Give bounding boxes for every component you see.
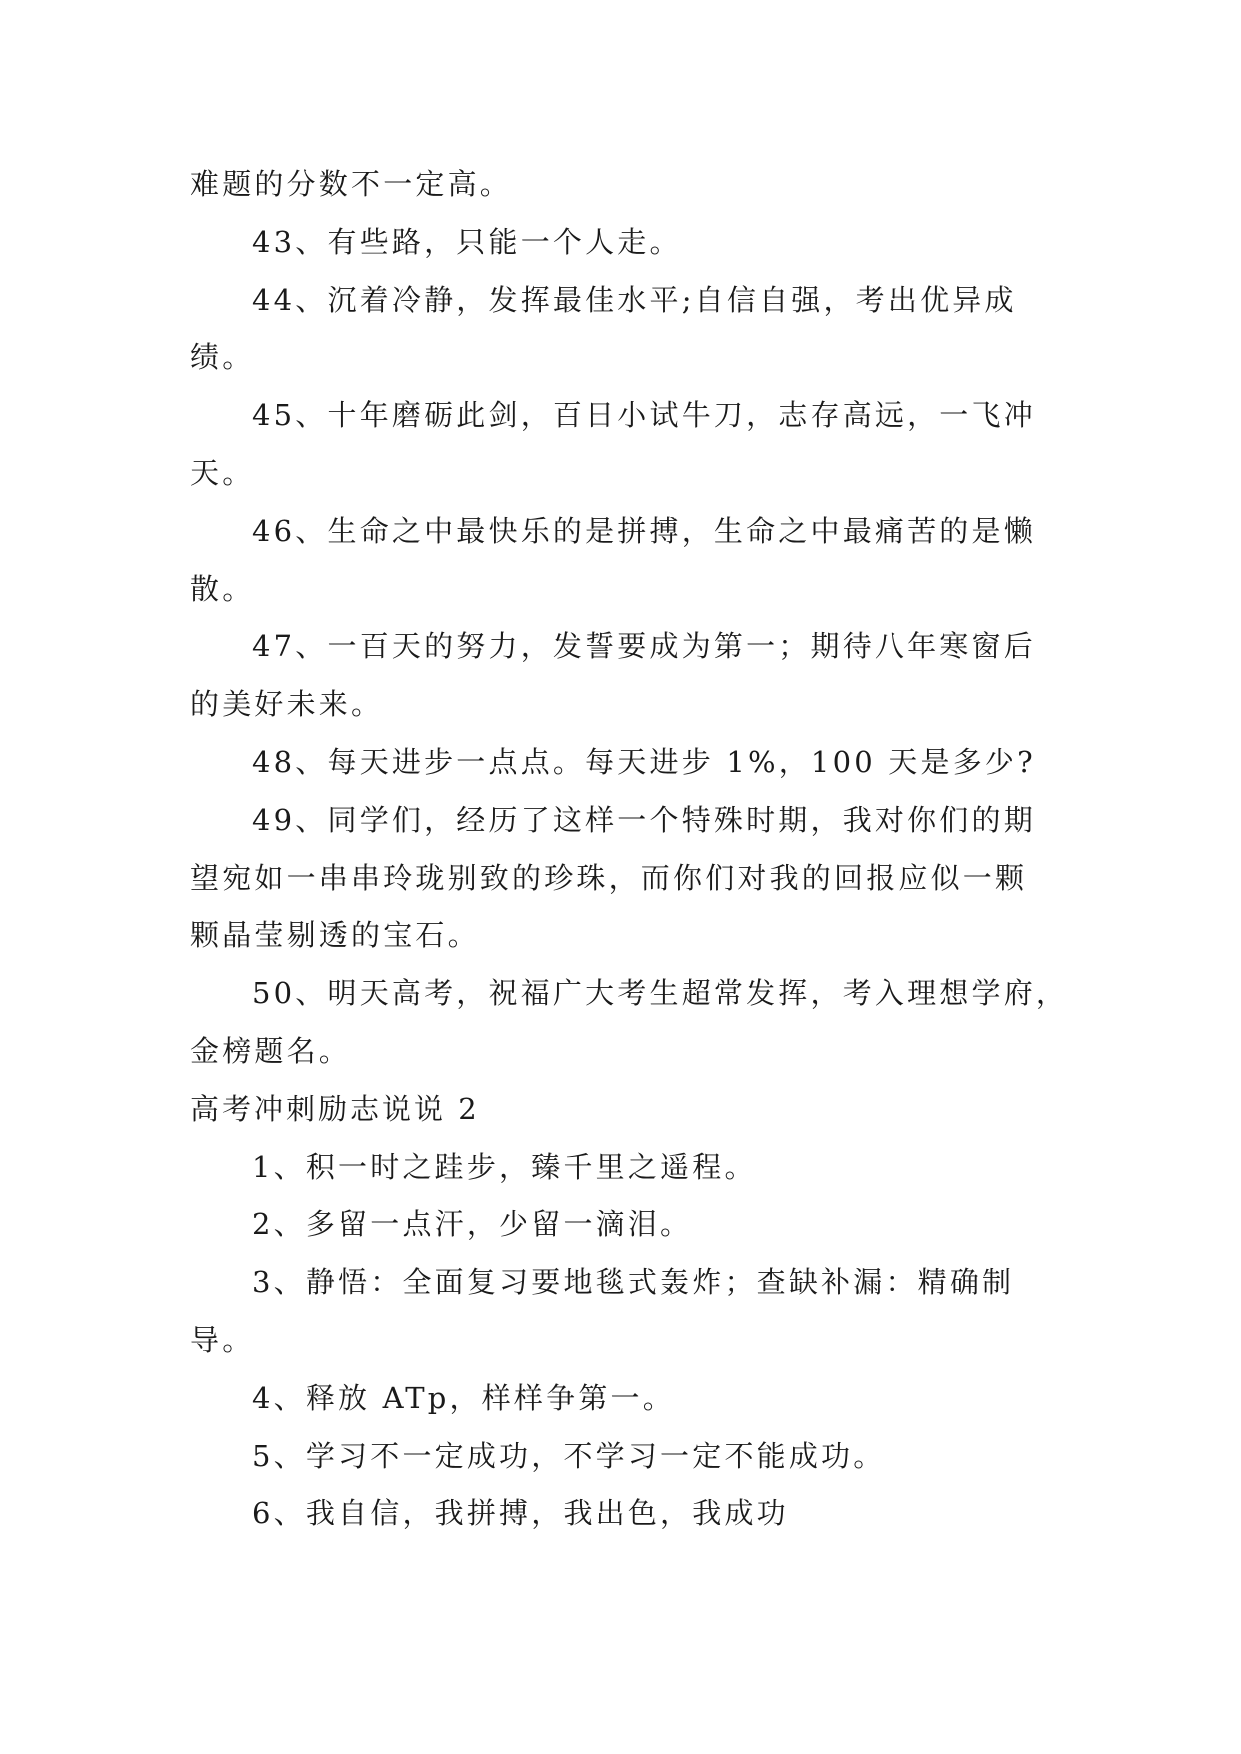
list-item-45: 45、十年磨砺此剑，百日小试牛刀，志存高远，一飞冲 xyxy=(252,398,1036,433)
text-line: 的美好未来。 xyxy=(190,687,384,722)
section-heading: 高考冲刺励志说说 2 xyxy=(190,1091,480,1126)
text-line: 望宛如一串串玲珑别致的珍珠，而你们对我的回报应似一颗 xyxy=(190,860,1028,895)
list-item-46: 46、生命之中最快乐的是拼搏，生命之中最痛苦的是懒 xyxy=(252,513,1036,548)
text-line: 金榜题名。 xyxy=(190,1033,352,1068)
list-item-47: 47、一百天的努力，发誓要成为第一；期待八年寒窗后 xyxy=(252,629,1036,664)
list-item-5: 5、学习不一定成功，不学习一定不能成功。 xyxy=(252,1438,886,1473)
list-item-4: 4、释放 ATp，样样争第一。 xyxy=(252,1380,675,1415)
text-line: 天。 xyxy=(190,455,255,490)
list-item-50: 50、明天高考，祝福广大考生超常发挥，考入理想学府， xyxy=(252,976,1069,1011)
document-body xyxy=(190,156,1069,1543)
list-item-43: 43、有些路，只能一个人走。 xyxy=(252,224,682,259)
list-item-1: 1、积一时之跬步，臻千里之遥程。 xyxy=(252,1149,757,1184)
text-line: 绩。 xyxy=(190,340,255,375)
text-line: 导。 xyxy=(190,1322,255,1357)
list-item-3: 3、静悟：全面复习要地毯式轰炸；查缺补漏：精确制 xyxy=(252,1265,1015,1300)
text-line: 散。 xyxy=(190,571,255,606)
list-item-2: 2、多留一点汗，少留一滴泪。 xyxy=(252,1207,693,1242)
list-item-6: 6、我自信，我拼搏，我出色，我成功 xyxy=(252,1496,789,1531)
list-item-48: 48、每天进步一点点。每天进步 1%，100 天是多少? xyxy=(252,744,1036,779)
text-line: 颗晶莹剔透的宝石。 xyxy=(190,918,480,953)
list-item-44: 44、沉着冷静，发挥最佳水平;自信自强，考出优异成 xyxy=(252,282,1017,317)
text-line: 难题的分数不一定高。 xyxy=(190,167,513,201)
list-item-49: 49、同学们，经历了这样一个特殊时期，我对你们的期 xyxy=(252,802,1036,837)
